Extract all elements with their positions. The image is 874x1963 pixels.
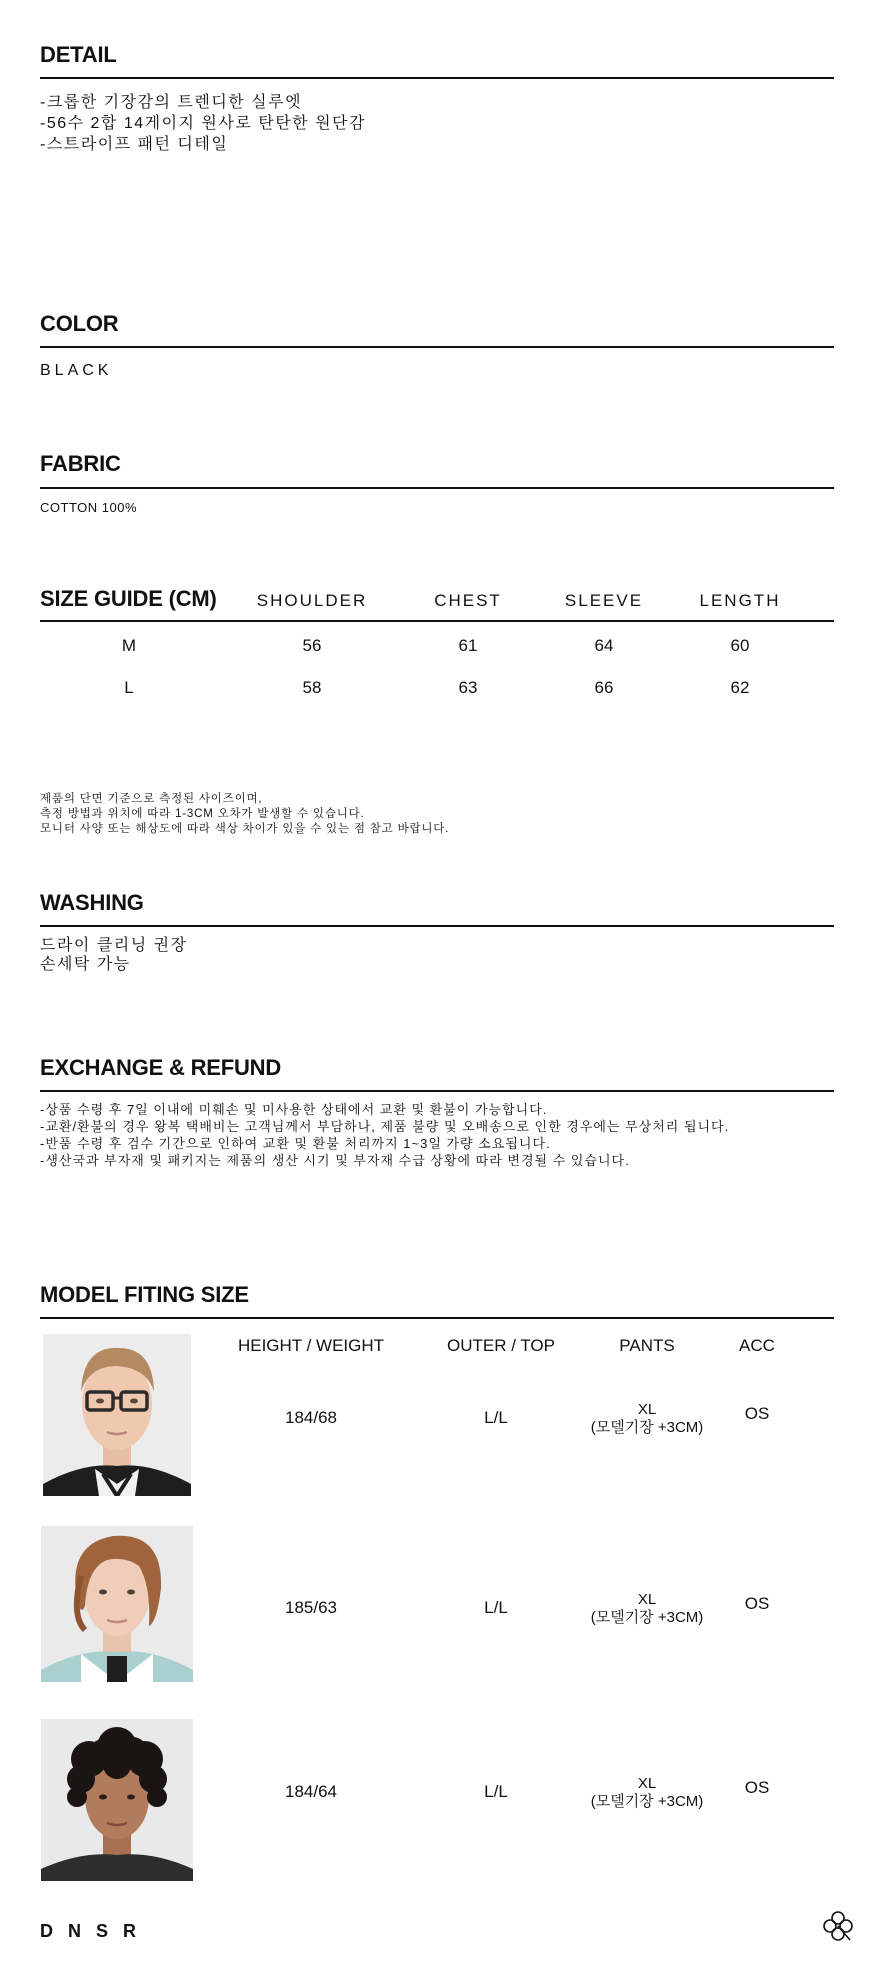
size-guide-heading: SIZE GUIDE (CM) [40,586,217,611]
model-2-pants: XL [637,1591,657,1608]
model-col-pants: PANTS [619,1336,675,1355]
model-1-outer-top: L/L [484,1408,508,1427]
size-col-shoulder: SHOULDER [256,591,368,610]
model-col-height-weight: HEIGHT / WEIGHT [237,1336,385,1355]
size-row-l-shoulder: 58 [302,678,322,697]
exchange-divider [40,1090,834,1092]
model-col-outer-top: OUTER / TOP [446,1336,556,1355]
size-note-3: 모니터 사양 또는 해상도에 따라 색상 차이가 있을 수 있는 점 참고 바랍니다. [40,823,450,835]
model-2-pants-note: (모델기장 +3CM) [590,1609,704,1626]
detail-divider [40,77,834,79]
detail-heading: DETAIL [40,42,117,67]
size-row-m-sleeve: 64 [594,636,614,655]
size-row-m-shoulder: 56 [302,636,322,655]
model-1-pants: XL [637,1401,657,1418]
model-3-acc: OS [744,1778,770,1797]
clover-emblem-icon [820,1908,856,1944]
washing-line-2: 손세탁 가능 [40,956,131,973]
color-value: BLACK [40,362,113,379]
size-row-l-chest: 63 [458,678,478,697]
size-note-2: 측정 방법과 위치에 따라 1-3CM 오차가 발생할 수 있습니다. [40,808,365,820]
model-3-pants-note: (모델기장 +3CM) [590,1793,704,1810]
size-col-sleeve: SLEEVE [564,591,644,610]
model-1-pants-note: (모델기장 +3CM) [590,1419,704,1436]
model-photo-1 [43,1334,191,1496]
model-2-acc: OS [744,1594,770,1613]
exchange-line-3: -반품 수령 후 검수 기간으로 인하여 교환 및 환불 처리까지 1~3일 가량 소요됩니다. [40,1136,551,1151]
brand-logo: D N S R [40,1921,142,1941]
size-row-l-length: 62 [730,678,750,697]
exchange-line-4: -생산국과 부자재 및 패키지는 제품의 생산 시기 및 부자재 수급 상황에 따라 변경될 수 있습니다. [40,1153,630,1168]
size-guide-divider [40,620,834,622]
size-row-m-chest: 61 [458,636,478,655]
fabric-heading: FABRIC [40,451,121,476]
size-row-l-label: L [124,678,134,697]
exchange-heading: EXCHANGE & REFUND [40,1055,282,1080]
model-3-height-weight: 184/64 [285,1782,337,1801]
exchange-line-2: -교환/환불의 경우 왕복 택배비는 고객님께서 부담하나, 제품 불량 및 오배송으로 인한 경우에는 무상처리 됩니다. [40,1119,730,1134]
fabric-value: COTTON 100% [40,500,138,515]
exchange-line-1: -상품 수령 후 7일 이내에 미훼손 및 미사용한 상태에서 교환 및 환불이 가능합니다. [40,1102,548,1117]
model-col-acc: ACC [739,1336,775,1355]
color-heading: COLOR [40,311,119,336]
model-2-outer-top: L/L [484,1598,508,1617]
detail-line-1: -크롭한 기장감의 트렌디한 실루엣 [40,94,303,111]
model-photo-3 [41,1719,193,1881]
model-photo-2 [41,1526,193,1682]
model-3-pants: XL [637,1775,657,1792]
size-row-m-label: M [121,636,137,655]
fabric-divider [40,487,834,489]
model-divider [40,1317,834,1319]
size-row-m-length: 60 [730,636,750,655]
model-heading: MODEL FITING SIZE [40,1282,249,1307]
detail-line-2: -56수 2합 14게이지 원사로 탄탄한 원단감 [40,115,366,132]
washing-line-1: 드라이 클리닝 권장 [40,937,188,954]
size-col-chest: CHEST [434,591,502,610]
size-note-1: 제품의 단면 기준으로 측정된 사이즈이며, [40,793,263,805]
size-col-length: LENGTH [699,591,781,610]
washing-heading: WASHING [40,890,144,915]
size-row-l-sleeve: 66 [594,678,614,697]
model-2-height-weight: 185/63 [285,1598,337,1617]
model-1-height-weight: 184/68 [285,1408,337,1427]
washing-divider [40,925,834,927]
detail-line-3: -스트라이프 패턴 디테일 [40,136,229,153]
model-1-acc: OS [744,1404,770,1423]
model-3-outer-top: L/L [484,1782,508,1801]
color-divider [40,346,834,348]
